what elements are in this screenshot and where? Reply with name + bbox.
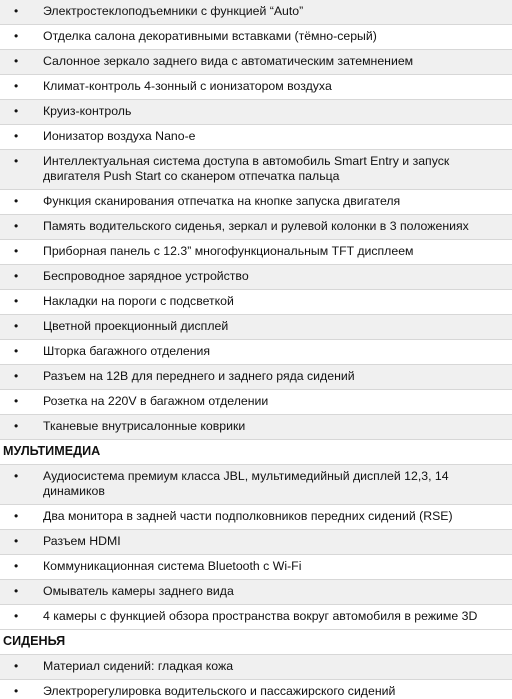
spec-text: Цветной проекционный дисплей [43,319,229,333]
spec-row [0,415,512,440]
spec-text: Ионизатор воздуха Nano-e [43,129,196,143]
spec-text: Память водительского сиденья, зеркал и рулевой колонки в 3 положениях [43,219,469,233]
bullet-icon: • [14,29,19,43]
bullet-icon: • [14,419,19,433]
spec-row [0,75,512,100]
spec-text: Шторка багажного отделения [43,344,211,358]
spec-row [0,315,512,340]
spec-row [0,530,512,555]
spec-text: Приборная панель с 12.3” многофункциональным TFT дисплеем [43,244,414,258]
spec-row [0,365,512,390]
section-heading: МУЛЬТИМЕДИА [0,440,512,465]
bullet-icon: • [14,534,19,548]
bullet-icon: • [14,609,19,623]
spec-text: Климат-контроль 4-зонный с ионизатором воздуха [43,79,332,93]
spec-row [0,290,512,315]
spec-row [0,215,512,240]
spec-row [0,100,512,125]
bullet-icon: • [14,54,19,68]
bullet-icon: • [14,659,19,673]
spec-text: Два монитора в задней части подполковников передних сидений (RSE) [43,509,453,523]
bullet-icon: • [14,509,19,523]
bullet-icon: • [14,104,19,118]
spec-text: Аудиосистема премиум класса JBL, мультимедийный дисплей 12,3, 14 динамиков [43,469,449,498]
spec-row [0,340,512,365]
bullet-icon: • [14,684,19,698]
spec-text: Разъем на 12В для переднего и заднего ряда сидений [43,369,355,383]
spec-row [0,190,512,215]
spec-text: Омыватель камеры заднего вида [43,584,234,598]
spec-row [0,655,512,680]
spec-row [0,265,512,290]
spec-text: Салонное зеркало заднего вида с автоматическим затемнением [43,54,414,68]
bullet-icon: • [14,469,19,483]
bullet-icon: • [14,369,19,383]
spec-row [0,505,512,530]
spec-row [0,580,512,605]
spec-text: Электрорегулировка водительского и пассажирского сидений [43,684,396,698]
bullet-icon: • [14,559,19,573]
spec-row [0,0,512,25]
spec-text: Беспроводное зарядное устройство [43,269,249,283]
bullet-icon: • [14,79,19,93]
spec-text: 4 камеры с функцией обзора пространства вокруг автомобиля в режиме 3D [43,609,478,623]
spec-row [0,240,512,265]
spec-text: Розетка на 220V в багажном отделении [43,394,269,408]
bullet-icon: • [14,269,19,283]
bullet-icon: • [14,584,19,598]
bullet-icon: • [14,4,19,18]
spec-row [0,605,512,630]
spec-row [0,125,512,150]
spec-text: Круиз-контроль [43,104,132,118]
bullet-icon: • [14,319,19,333]
spec-text: Отделка салона декоративными вставками (тёмно-серый) [43,29,377,43]
bullet-icon: • [14,219,19,233]
spec-text: Коммуникационная система Bluetooth с Wi-Fi [43,559,302,573]
spec-text: Тканевые внутрисалонные коврики [43,419,246,433]
bullet-icon: • [14,129,19,143]
bullet-icon: • [14,394,19,408]
spec-text: Функция сканирования отпечатка на кнопке запуска двигателя [43,194,401,208]
section-heading: СИДЕНЬЯ [0,630,512,655]
spec-row [0,150,512,190]
spec-row [0,680,512,699]
spec-text: Материал сидений: гладкая кожа [43,659,234,673]
bullet-icon: • [14,294,19,308]
spec-row [0,50,512,75]
spec-row [0,25,512,50]
bullet-icon: • [14,244,19,258]
spec-row [0,390,512,415]
bullet-icon: • [14,154,19,168]
spec-text: Разъем HDMI [43,534,121,548]
spec-text: Интеллектуальная система доступа в автомобиль Smart Entry и запуск двигателя Push Start со сканером отпечатка пальца [43,154,450,183]
bullet-icon: • [14,344,19,358]
bullet-icon: • [14,194,19,208]
spec-text: Электростеклоподъемники с функцией “Auto” [43,4,304,18]
spec-row [0,555,512,580]
spec-row [0,465,512,505]
spec-text: Накладки на пороги с подсветкой [43,294,234,308]
